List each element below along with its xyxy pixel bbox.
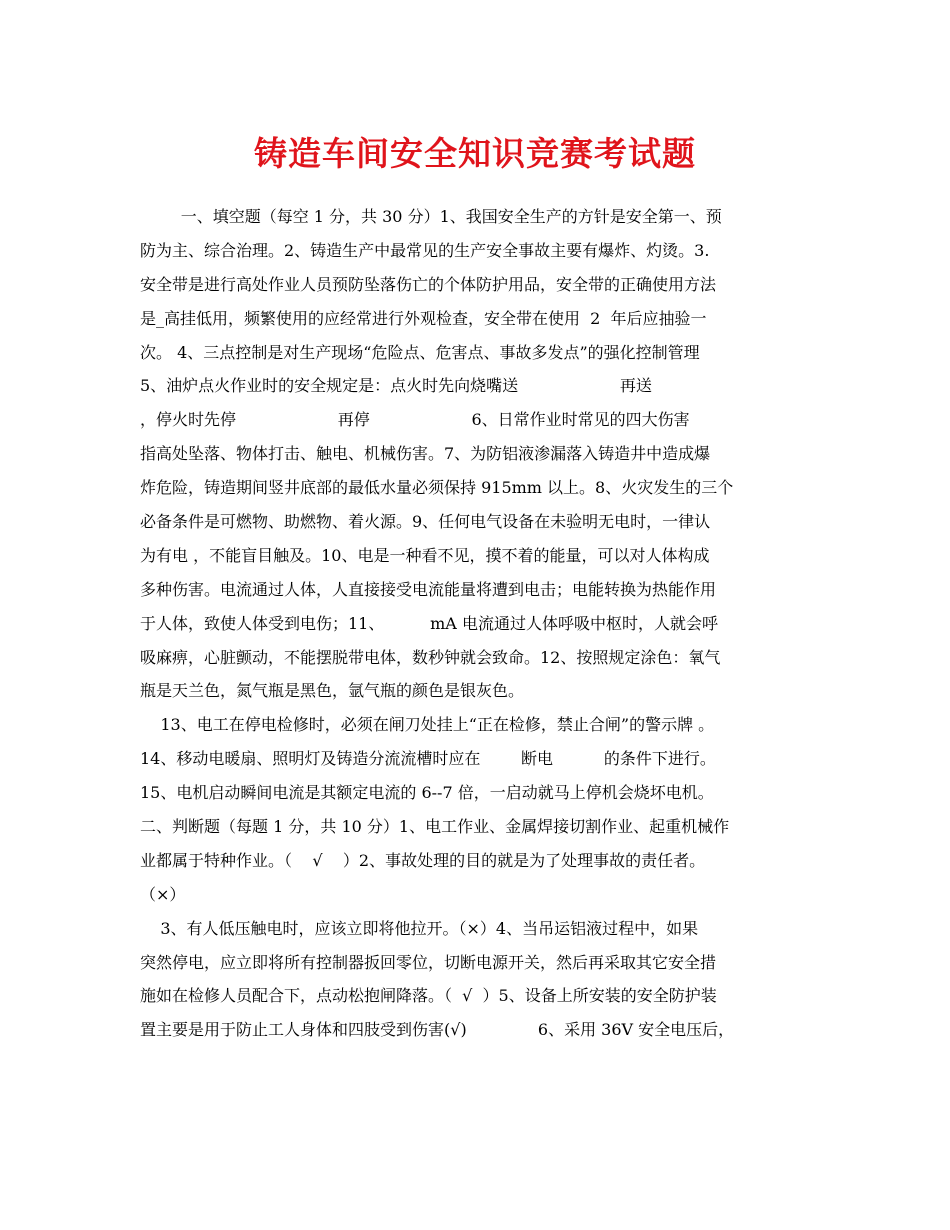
text-line: 施如在检修人员配合下，点动松抱闸降落。（ √ ）5、设备上所安装的安全防护装 — [140, 986, 717, 1006]
text-line: 14、移动电暖扇、照明灯及铸造分流流槽时应在 断电 的条件下进行。 — [140, 749, 716, 769]
text-line: 安全带是进行高处作业人员预防坠落伤亡的个体防护用品，安全带的正确使用方法 — [140, 274, 717, 294]
text-line: 突然停电，应立即将所有控制器扳回零位，切断电源开关，然后再采取其它安全措 — [140, 952, 717, 972]
text-line: 指高处坠落、物体打击、触电、机械伤害。7、为防铝液渗漏落入铸造井中造成爆 — [140, 444, 711, 464]
text-line: 为有电 ，不能盲目触及。10、电是一种看不见，摸不着的能量，可以对人体构成 — [140, 545, 710, 565]
text-line: 防为主、综合治理。2、铸造生产中最常见的生产安全事故主要有爆炸、灼烫。3. — [140, 240, 710, 260]
text-line: 必备条件是可燃物、助燃物、着火源。9、任何电气设备在未验明无电时，一律认 — [140, 512, 711, 532]
text-line: 5、油炉点火作业时的安全规定是：点火时先向烧嘴送 再送 — [140, 376, 652, 396]
text-line: 13、电工在停电检修时，必须在闸刀处挂上“正在检修，禁止合闸”的警示牌 。 — [140, 715, 715, 735]
text-line: 次。 4、三点控制是对生产现场“危险点、危害点、事故多发点”的强化控制管理 — [140, 342, 700, 362]
text-line: 于人体，致使人体受到电伤；11、 mA 电流通过人体呼吸中枢时，人就会呼 — [140, 613, 718, 633]
text-line: 置主要是用于防止工人身体和四肢受到伤害(√) 6、采用 36V 安全电压后， — [140, 1020, 735, 1040]
text-line: 多种伤害。电流通过人体，人直接接受电流能量将遭到电击；电能转换为热能作用 — [140, 579, 717, 599]
document-title: 铸造车间安全知识竞赛考试题 — [254, 134, 696, 173]
text-line: 吸麻痹，心脏颤动，不能摆脱带电体，数秒钟就会致命。12、按照规定涂色：氧气 — [140, 647, 721, 667]
text-line: 一、填空题（每空 1 分，共 30 分）1、我国安全生产的方针是安全第一、预 — [140, 207, 722, 226]
text-line: （×） — [140, 884, 186, 904]
text-line: 15、电机启动瞬间电流是其额定电流的 6--7 倍，一启动就马上停机会烧坏电机。 — [140, 783, 714, 803]
text-line: 是_高挂低用，频繁使用的应经常进行外观检查，安全带在使用 2 年后应抽验一 — [140, 308, 707, 328]
text-line: 炸危险，铸造期间竖井底部的最低水量必须保持 915mm 以上。8、火灾发生的三个 — [140, 478, 734, 498]
text-line: ，停火时先停 再停 6、日常作业时常见的四大伤害 — [140, 410, 690, 430]
text-line: 瓶是天兰色，氮气瓶是黑色，氩气瓶的颜色是银灰色。 — [140, 681, 525, 701]
text-line: 二、判断题（每题 1 分，共 10 分）1、电工作业、金属焊接切割作业、起重机械作 — [140, 817, 730, 837]
text-line: 业都属于特种作业。（ √ ）2、事故处理的目的就是为了处理事故的责任者。 — [140, 850, 706, 870]
text-line: 3、有人低压触电时，应该立即将他拉开。（×）4、当吊运铝液过程中，如果 — [140, 918, 699, 938]
document-body — [140, 200, 814, 1047]
